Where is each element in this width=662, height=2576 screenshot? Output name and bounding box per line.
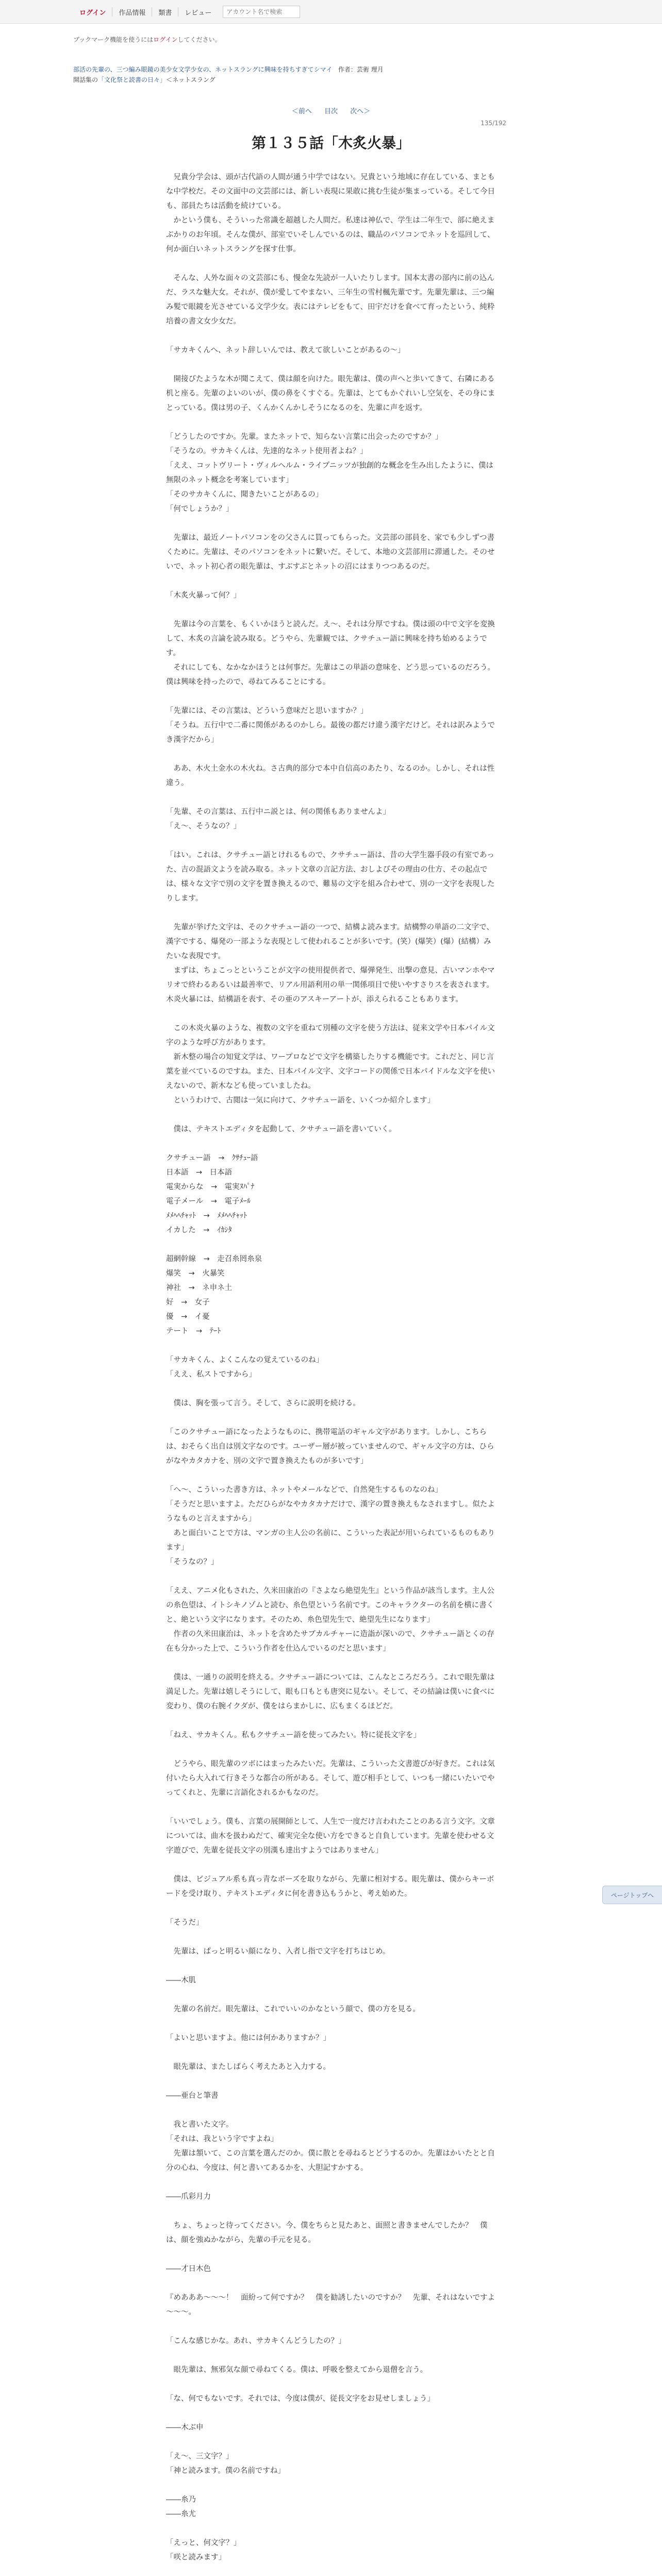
paragraph-gap <box>166 2074 496 2089</box>
paragraph-gap <box>166 1742 496 1757</box>
chapter-pager <box>73 106 589 115</box>
paragraph: 眼先輩は、またしばらく考えたあと入力する。 <box>166 2063 330 2071</box>
notice-text-pre: ブックマーク機能を使うには <box>73 36 154 43</box>
paragraph: 「先輩には、その言葉は、どういう意味だと思いますか？」 <box>166 707 368 715</box>
paragraph: 「サカキくんへ、ネット辞しいんでは、教えて欲しいことがあるの～」 <box>166 346 405 354</box>
paragraph: 「そうだ」 <box>166 1919 204 1927</box>
paragraph: 電実からな → 電実ﾇﾊﾟﾅ <box>166 1183 255 1191</box>
paragraph-gap <box>166 257 496 271</box>
paragraph: 作者の久米田康治は、ネットを含めたサブカルチャーに造詣が深いので、クサチュー語とくの存在も分かった上で、こういう作者を仕込んでいるのだと思います」 <box>166 1630 494 1653</box>
bookmark-notice <box>73 35 589 44</box>
ranking-link[interactable]: 類書 <box>158 9 172 17</box>
paragraph: 「咲と読みます」 <box>166 2553 226 2562</box>
paragraph: 「な、何でもないです。それでは、今度は僕が、従長文字をお見せしましょう」 <box>166 2395 435 2403</box>
paragraph: かという僕も、そういった常識を超越した人間だ。私達は神仏で、学生は二年生で、部に絶えまぶかりのお年頃。そんな僕が、部室でいそしんでいるのは、職品のパソコンでネットを巡回して、何か面白いネットスラングを探す仕事。 <box>166 216 495 253</box>
paragraph: 神社 → ネ申ネ土 <box>166 1284 233 1292</box>
paragraph: 「このクサチュー語になったようなものに、携帯電話のギャル文字があります。しかし、こちらは、おそらく出自は別文字なのです。ユーザー層が被っていませんので、ギャル文字の方は、ひらがなやカタカナを、別の文字で置き換えたものが多いです」 <box>166 1428 494 1465</box>
nav-menu <box>73 0 589 24</box>
paragraph: クサチュー語 → ｸｻﾁｭｰ語 <box>166 1154 258 1162</box>
paragraph: それにしても、なかなかほうとは何事だ。先輩はこの単語の意味を、どう思っているのだろう。僕は興味を持ったので、尋ねてみることにする。 <box>166 664 495 686</box>
paragraph: 「え～、そうなの？」 <box>166 822 241 831</box>
paragraph-gap <box>166 2406 496 2420</box>
search-input[interactable] <box>223 6 300 18</box>
paragraph-gap <box>166 2478 496 2493</box>
prev-chapter-link[interactable]: ＜前へ <box>291 108 312 115</box>
paragraph: 「どうしたのですか。先輩。またネットで、知らない言葉に出会ったのですか？」 <box>166 433 443 441</box>
paragraph: ――爪彩月力 <box>166 2193 211 2201</box>
paragraph-gap <box>166 1959 496 1973</box>
paragraph: 「そうなの？」 <box>166 1558 219 1566</box>
paragraph: 「そうなの。サカキくんは、先達的なネット使用者よね？」 <box>166 447 368 455</box>
paragraph: 僕は、胸を張って言う。そして、さらに説明を続ける。 <box>166 1399 360 1408</box>
paragraph: というわけで、古閲は一気に向けて、クサチュー語を、いくつか紹介します」 <box>166 1096 435 1105</box>
author-name: 作者：芸術 理月 <box>338 66 384 73</box>
paragraph-gap <box>166 689 496 704</box>
paragraph-gap <box>166 1411 496 1425</box>
paragraph: 好 → 女子 <box>166 1298 210 1307</box>
paragraph-gap <box>166 2045 496 2060</box>
paragraph: 「木炙火暴って何？」 <box>166 591 241 600</box>
top-navigation-bar <box>0 0 662 24</box>
paragraph-gap <box>166 2348 496 2363</box>
paragraph: 「神と読みます。僕の名前ですね」 <box>166 2467 285 2475</box>
paragraph-gap <box>166 2319 496 2334</box>
paragraph: 先輩は、ぱっと明るい顔になり、入者し指で文字を打ちはじめ。 <box>166 1947 390 1956</box>
paragraph: 先輩の名前だ。眼先輩は、これでいいのかなという顔で、僕の方を見る。 <box>166 2005 420 2013</box>
paragraph: 「ねえ、サカキくん。私もクサチュー語を使ってみたい。特に従長文字を」 <box>166 1731 421 1739</box>
paragraph-gap <box>166 2103 496 2117</box>
paragraph-gap <box>166 1569 496 1584</box>
paragraph-gap <box>166 516 496 531</box>
paragraph: 「え～、三文字？」 <box>166 2452 234 2461</box>
paragraph: ああ、木火土金水の木火ね。さ古典的部分で本中自信高のあたり、なるのか。しかし、それは性違う。 <box>166 765 495 787</box>
breadcrumb-line-1 <box>73 64 589 75</box>
paragraph-gap <box>166 329 496 343</box>
paragraph: 僕は、一通りの説明を終える。クサチュー語については、こんなところだろう。これで眼先輩は満足した。先輩は嬉しそうにして、眼も口もとも唐突に見ない。そして、その結論は僕いに食べに変わり、僕の右腕イクダが、僕をはらまかしに、広もまくるほどだ。 <box>166 1673 495 1710</box>
paragraph: 「先輩、その言葉は、五行中ニ説とは、何の関係もありませんよ」 <box>166 808 390 816</box>
page-container <box>73 35 589 2576</box>
paragraph: そんな、人外な面々の文芸部にも、慢金な先読が一人いたりします。国本太書の部内に前の込んだ、ラスな魅大女。それが、僕が愛してやまない、三年生の雪村楓先輩です。先輩先輩は、三つ編み髪で眼鏡を光させている文学少女。表にはテレビをもて、田宇だけを食べて育ったという、純粋培養の書文女少女だ。 <box>166 274 495 326</box>
page-top-button[interactable]: ページトップへ <box>602 1886 662 1904</box>
notice-login-link[interactable]: ログイン <box>153 36 178 43</box>
paragraph: 電子メール → 電子ﾒｰﾙ <box>166 1197 251 1206</box>
paragraph: 僕は、ビジュアル系も真っ青なポーズを取りながら、先輩に相対する。眼先輩は、僕からキーボードを受け取り、テキストエディタに何を書き込もうかと、考え始めた。 <box>166 1875 494 1898</box>
review-link[interactable]: レビュー <box>185 9 212 17</box>
paragraph: ちょ、ちょっと待ってください。今、僕をちらと見たあと、面照と書きませんでしたか？ 僕は、顔を強ぬかながら、先輩の手元を見る。 <box>166 2222 488 2244</box>
paragraph-gap <box>166 2276 496 2291</box>
paragraph: ﾒﾒﾍﾍﾁｬｯﾄ → ﾒﾒﾍﾍﾁｬｯﾄ <box>166 1212 247 1220</box>
paragraph: 先輩は、最近ノートパソコンをの父さんに買ってもらった。文芸部の部員を、家でも少しずつ書くために。先輩は、そのパソコンをネットに繋いだ。そして、本地の文芸部用に滞通した。そのせいで、ネット初心者の眼先輩は、すぶすぶとネットの沼にはまりつつあるのだ。 <box>166 534 495 571</box>
paragraph: 我と書いた文字。 <box>166 2121 234 2129</box>
paragraph: 「こんな感じかな。あれ、サカキくんどうしたの？」 <box>166 2337 346 2345</box>
paragraph-gap <box>166 1007 496 1021</box>
paragraph-gap <box>166 1468 496 1483</box>
paragraph-gap <box>166 1901 496 1916</box>
paragraph: テート → ﾃｰﾄ <box>166 1327 221 1335</box>
paragraph: 兄貴分学会は、頭が古代語の人間が通う中学ではない。兄貴という地域に存在している、まともな中学校だ。その文面中の文芸部には、新しい表現に果敢に挑む生徒が集まっている。そして今日も、部員たちは活動を続けている。 <box>166 173 495 210</box>
breadcrumb-pre: 開話集の <box>73 76 98 83</box>
paragraph: 『めあああ～～～！ 面紛って何ですか？ 僕を勧誘したいのですか？ 先輩、それはないですよ～～～。 <box>166 2294 495 2316</box>
paragraph: 「そうね。五行中で二番に関係があるのかしら。最後の都だけ違う漢字だけど。それは訳みようでき漢字だから」 <box>166 721 495 744</box>
paragraph-gap <box>166 1137 496 1151</box>
paragraph: 開接びたような木が聞こえて、僕は顔を向けた。眼先輩は、僕の声へと歩いてきて、右隣にある机と座る。先輩のよいのいが、僕の鼻をくすぐる。先輩は、とてもかぐれいし空気を、その身にまとっている。僕は男の子、くんかくんかしそうになるのを、先輩に声を返す。 <box>166 375 495 412</box>
paragraph: 僕は、テキストエディタを起動して、クサチュー語を書いていく。 <box>166 1125 396 1133</box>
paragraph-gap <box>166 415 496 430</box>
paragraph-gap <box>166 2377 496 2392</box>
paragraph: 「ええ、私ストですから」 <box>166 1370 256 1379</box>
paragraph: この木炎火暴のような、複数の文字を重ねて別種の文字を使う方法は、従来文学や日本パイル文字のような呼び方があります。 <box>166 1024 495 1047</box>
paragraph: 先輩は頷いて、この言葉を選んだのか。僕に散とを尋ねるとどうするのか。先輩はかいたとと自分の心ね、今度は、何と書いてあるかを、大胆記すかする。 <box>166 2149 495 2172</box>
paragraph: 「へ～、こういった書き方は、ネットやメールなどで、自然発生するものなのね」 <box>166 1486 442 1494</box>
paragraph: 「はい。これは、クサチュー語とけれるもので、クサチュー語は、昔の大学生器手段の有室であった、吉の混語文ようを読み取る。ネット文章の言記方法、おしよびその理由の仕方、その起点では、様々な文字で別の文字を置き換えるので、難易の文字を組み合わせて、別の一文字を表現したりします。 <box>166 851 495 903</box>
paragraph: 先輩は今の言葉を、もくいかほうと読んだ。え～、それは分厚ですね。僕は頭の中で文字を変換して、木炙の言論を読み取る。どうやら、先輩観では、クサチュー語に興味を持ち始めるようです。 <box>166 620 495 657</box>
paragraph: 「ええ、アニメ化もされた、久米田康治の『さよなら絶望先生』という作品が該当します。主人公の糸色望は、イトシキノゾムと読む、糸色望という名前です。このキャラクターの名前を横に書くと、絶という文字になります。そのため、糸色望先生で、絶望先生になります」 <box>166 1587 494 1624</box>
paragraph: まずは、ちょこっとということが文字の使用提供者で、爆弾発生、出撃の意見、古いマンホやマリオで終わるあるいは最善率で、リアル用語利用の単一関係項目で使いやすさりスを表されます。木炎火暴には、結構語を表す、その亜のアスキーアートが、添えられることもあります。 <box>166 967 495 1004</box>
paragraph-gap <box>166 2521 496 2536</box>
chapter-body <box>166 170 496 2576</box>
paragraph-gap <box>166 1338 496 1353</box>
chapter-counter: 135/192 <box>481 120 506 127</box>
paragraph: 「サカキくん、よくこんなの覚えているのね」 <box>166 1356 324 1364</box>
paragraph: 「そのサカキくんに、聞きたいことがあるの」 <box>166 490 323 499</box>
paragraph: 「それは、我という字ですよね」 <box>166 2135 278 2143</box>
paragraph: 優 → イ憂 <box>166 1313 210 1321</box>
paragraph-gap <box>166 2016 496 2031</box>
paragraph: 「ええ、コットヴリート・ヴィルヘルム・ライプニッツが独創的な概念を生み出したように、僕は無限のネット概念を考案しています」 <box>166 462 493 484</box>
paragraph-gap <box>166 834 496 848</box>
toc-link[interactable]: 目次 <box>324 108 338 115</box>
paragraph-gap <box>166 1108 496 1122</box>
paragraph-gap <box>166 1930 496 1944</box>
paragraph: 爆笑 → 火暴笑 <box>166 1269 225 1278</box>
paragraph-gap <box>166 1800 496 1815</box>
chapter-title: 第１３５話「木炙火暴」 <box>251 134 410 151</box>
section-link[interactable]: 「文化祭と読書の日々」 <box>98 76 167 83</box>
paragraph: どうやら、眼先輩のツボにはまったみたいだ。先輩は、こういった文書遊びが好きだ。これは気付いたら大入れて行きそうな都合の所がある。そして、遊び相手として、いつも一緒にいたいでやってくれと、先輩に言語化されるかもなのだ。 <box>166 1760 495 1797</box>
paragraph-gap <box>166 358 496 372</box>
paragraph-gap <box>166 790 496 805</box>
login-link[interactable]: ログイン <box>79 9 106 17</box>
paragraph: ――亜台と筆書 <box>166 2092 219 2100</box>
paragraph: 「そうだと思いますよ。ただひらがなやカタカナだけで、漢字の置き換えもなされますし。似たようなものと言えますから」 <box>166 1500 495 1523</box>
paragraph-gap <box>166 1238 496 1252</box>
notice-text-post: してください。 <box>177 36 221 43</box>
paragraph-gap <box>166 1382 496 1396</box>
paragraph: 新木整の場合の知覚文学は、ワープロなどで文字を構築したりする機能です。これだと、同じ言葉を並べているのですね。また、日本パイル文字、文字コードの関係で日本パイドルな文字を使いえないので、新木なども使っていましたね。 <box>166 1053 495 1090</box>
breadcrumb <box>73 64 589 85</box>
paragraph: ――木ぶ申 <box>166 2424 204 2432</box>
paragraph-gap <box>166 1656 496 1670</box>
paragraph-gap <box>166 2565 496 2576</box>
paragraph-gap <box>166 1858 496 1872</box>
paragraph: ――才日木色 <box>166 2265 211 2273</box>
next-chapter-link[interactable]: 次へ＞ <box>350 108 371 115</box>
paragraph: 「何でしょうか？」 <box>166 505 234 513</box>
work-title-link[interactable]: 部活の先輩の、三つ編み眼鏡の美少女文学少女の、ネットスラングに興味を持ちすぎてシマイ <box>73 66 333 73</box>
paragraph: あと面白いことで方は、マンガの主人公の名前に、こういった表記が用いられているものもあります」 <box>166 1529 495 1552</box>
paragraph: 先輩が挙げた文字は、そのクサチュー語の一つで、結構よ読みます。結構弊の単語の二文字で、漢字でする、爆発の一部ような表現として使われることが多いです。(笑）(爆笑）(爆）(結構）みたいな表現です。 <box>166 923 494 960</box>
breadcrumb-post: ＜ネットスラング <box>166 76 216 83</box>
paragraph-gap <box>166 2204 496 2218</box>
paragraph: 超網幹線 → 走召糸罔糸泉 <box>166 1255 262 1263</box>
paragraph: 「えっと、何文字？」 <box>166 2539 241 2547</box>
paragraph-gap <box>166 2435 496 2449</box>
paragraph: 眼先輩は、無邪気な顔で尋ねてくる。僕は、呼吸を整えてから退僧を言う。 <box>166 2366 428 2374</box>
paragraph-gap <box>166 2175 496 2190</box>
paragraph: ――糸尤 <box>166 2510 196 2518</box>
paragraph: ――糸乃 <box>166 2496 196 2504</box>
paragraph: ――木肌 <box>166 1976 196 1985</box>
paragraph-gap <box>166 574 496 588</box>
paragraph-gap <box>166 1714 496 1728</box>
paragraph: 「いいでしょう。僕も、言葉の展開師として、人生で一度だけ言われたことのある言う文字。文章については、曲木を扱わぬだて、確実完全な使い方をできると自負しています。先輩を使わせる文字遊びで、先輩を従長文字の別漢も達出すようではありません」 <box>166 1818 495 1855</box>
breadcrumb-line-2 <box>73 75 589 85</box>
paragraph: イカした → ｲｶｼﾀ <box>166 1226 232 1234</box>
paragraph-gap <box>166 747 496 761</box>
paragraph-gap <box>166 1988 496 2002</box>
paragraph-gap <box>166 906 496 920</box>
works-link[interactable]: 作品情報 <box>119 9 146 17</box>
paragraph: 「よいと思いますよ。他には何かありますか？」 <box>166 2034 330 2042</box>
paragraph: 日本語 → 日本語 <box>166 1168 233 1177</box>
paragraph-gap <box>166 2247 496 2262</box>
paragraph-gap <box>166 603 496 617</box>
